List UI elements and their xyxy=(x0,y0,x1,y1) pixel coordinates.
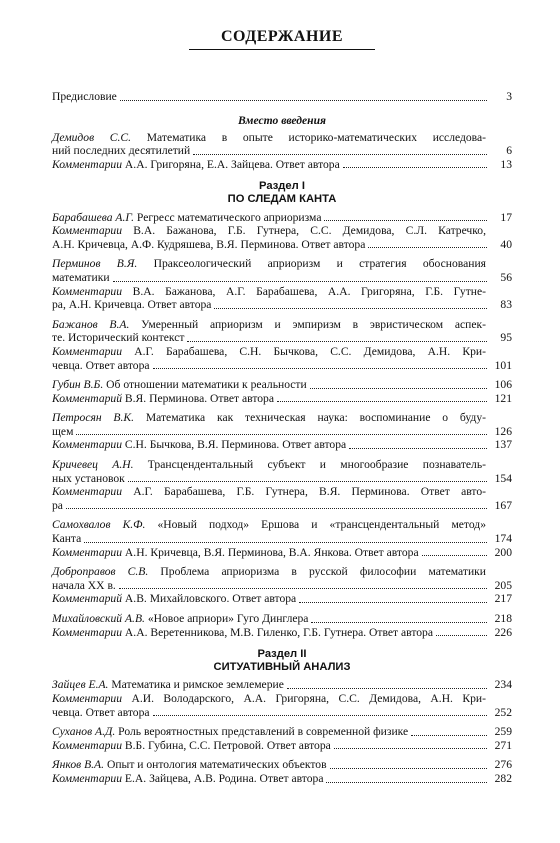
toc-line xyxy=(52,224,512,238)
toc-line-text xyxy=(52,257,512,271)
toc-comment-entry[interactable] xyxy=(52,158,512,172)
toc-entry[interactable] xyxy=(52,411,512,438)
page-title: СОДЕРЖАНИЕ xyxy=(220,28,344,45)
toc-comment-entry[interactable] xyxy=(52,485,512,512)
section1-heading xyxy=(52,180,512,205)
toc-line-text xyxy=(52,425,73,439)
toc-line-text xyxy=(52,579,116,593)
page-number: 252 xyxy=(494,705,512,719)
entry-author: Петросян В.К. xyxy=(52,411,135,425)
page-number: 205 xyxy=(494,578,512,592)
page-number: 40 xyxy=(500,237,512,251)
toc-entry[interactable] xyxy=(52,257,512,284)
entry-author: Зайцев Е.А. xyxy=(52,678,109,692)
entry-title: С.Н. Бычкова, В.Я. Перминова. Ответ автора xyxy=(124,438,347,452)
toc-entry[interactable] xyxy=(52,458,512,485)
toc-line xyxy=(52,158,512,172)
dot-leader xyxy=(187,341,487,342)
toc-comment-entry[interactable] xyxy=(52,392,512,406)
intro-heading xyxy=(52,114,512,127)
toc-comment-entry[interactable] xyxy=(52,739,512,753)
page-number: 200 xyxy=(494,545,512,559)
toc-group xyxy=(52,458,512,512)
page-number: 126 xyxy=(494,424,512,438)
toc-group xyxy=(52,612,512,639)
dot-leader xyxy=(299,602,487,603)
entry-title-cont: ра, А.Н. Кричевца. Ответ автора xyxy=(52,298,212,312)
toc-line-text xyxy=(52,546,419,560)
entry-title: Математика в опыте историко-математических исследова- xyxy=(146,130,486,144)
toc-comment-entry[interactable] xyxy=(52,772,512,786)
entry-title-cont: щем xyxy=(52,424,74,438)
dot-leader xyxy=(84,542,487,543)
entry-title-cont: ра xyxy=(52,498,63,512)
entry-author: Суханов А.Д. xyxy=(52,725,116,739)
page-number: 276 xyxy=(494,758,512,772)
toc-entry[interactable] xyxy=(52,678,512,692)
toc-line xyxy=(52,458,512,472)
toc-entry[interactable] xyxy=(52,318,512,345)
toc-line-text xyxy=(52,211,321,225)
page-number: 3 xyxy=(506,90,512,103)
toc-line xyxy=(52,285,512,299)
entry-title: Праксеологический априоризм и стратегия обоснования xyxy=(153,257,486,271)
toc-line-text xyxy=(52,285,512,299)
toc-line xyxy=(52,532,512,546)
toc-line-text xyxy=(52,626,433,640)
entry-author: Доброправов С.В. xyxy=(52,565,149,579)
comment-label: Комментарии xyxy=(52,771,123,785)
entry-title: А.Г. Барабашева, С.Н. Бычкова, С.С. Демидова, А.Н. Кри- xyxy=(134,344,486,358)
page-number: 174 xyxy=(494,532,512,546)
entry-title: А.А. Веретенникова, М.В. Гиленко, Г.Б. Гутнера. Ответ автора xyxy=(124,625,433,639)
dot-leader xyxy=(214,308,487,309)
toc-group xyxy=(52,758,512,785)
toc-line-text xyxy=(52,411,512,425)
toc-line-text xyxy=(52,472,125,486)
dot-leader xyxy=(153,368,487,369)
entry-title: «Новый подход» Ершова и «трансцендентальный метод» xyxy=(157,518,486,532)
toc-line xyxy=(52,438,512,452)
toc-entry[interactable] xyxy=(52,565,512,592)
toc-group xyxy=(52,318,512,372)
toc-line-text xyxy=(52,725,408,739)
toc-line xyxy=(52,739,512,753)
page-number: 56 xyxy=(500,270,512,284)
toc-line xyxy=(52,592,512,606)
entry-author: Бажанов В.А. xyxy=(52,317,130,331)
toc-line xyxy=(52,378,512,392)
toc-line-text xyxy=(52,518,512,532)
toc-entry[interactable] xyxy=(52,378,512,392)
entry-author: Кричевец А.Н. xyxy=(52,458,134,472)
toc-line-text xyxy=(52,298,211,312)
dot-leader xyxy=(310,388,487,389)
toc-line-text xyxy=(52,438,346,452)
entry-title: В.А. Бажанова, А.Г. Барабашева, А.А. Григоряна, Г.Б. Гутне- xyxy=(132,284,486,298)
entry-author: Перминов В.Я. xyxy=(52,257,138,271)
toc-line xyxy=(52,772,512,786)
toc-group xyxy=(52,257,512,311)
toc-line-text xyxy=(52,612,308,626)
entry-title: Трансцендентальный субъект и многообразие познаватель- xyxy=(147,458,486,472)
dot-leader xyxy=(343,167,487,168)
toc-body xyxy=(52,90,512,786)
toc-group xyxy=(52,678,512,719)
entry-title-cont: Канта xyxy=(52,532,82,546)
toc-line xyxy=(52,131,512,145)
dot-leader xyxy=(368,247,487,248)
page-number: 218 xyxy=(494,612,512,625)
entry-title-cont: чевца. Ответ автора xyxy=(52,705,150,719)
toc-line xyxy=(52,144,512,158)
toc-line xyxy=(52,565,512,579)
entry-title: А.Г. Барабашева, Г.Б. Гутнера, В.Я. Перминова. Ответ авто- xyxy=(133,485,486,499)
page-number: 167 xyxy=(494,498,512,512)
toc-line xyxy=(52,692,512,706)
entry-title: А.И. Володарского, А.А. Григоряна, С.С. Демидова, А.Н. Кри- xyxy=(131,691,486,705)
toc-line xyxy=(52,359,512,373)
page-number: 271 xyxy=(494,738,512,752)
comment-label: Комментарии xyxy=(52,485,123,499)
toc-line xyxy=(52,725,512,739)
toc-comment-entry[interactable] xyxy=(52,546,512,560)
entry-title: Проблема априоризма в русской философии математики xyxy=(160,565,486,579)
page-number: 83 xyxy=(500,298,512,312)
toc-line xyxy=(52,472,512,486)
dot-leader xyxy=(422,555,487,556)
page-number: 101 xyxy=(494,358,512,372)
toc-line-text xyxy=(52,499,63,513)
toc-group xyxy=(52,411,512,452)
toc-line-text xyxy=(52,224,512,238)
toc-line xyxy=(52,331,512,345)
section-name: ПО СЛЕДАМ КАНТА xyxy=(227,192,337,205)
dot-leader xyxy=(334,748,487,749)
toc-line-text xyxy=(52,158,340,172)
entry-title: Регресс математического априоризма xyxy=(136,210,322,224)
toc-entry[interactable] xyxy=(52,211,512,225)
toc-line-text xyxy=(52,238,365,252)
toc-group xyxy=(52,211,512,252)
entry-title-cont: те. Исторический контекст xyxy=(52,331,185,345)
toc-line-text xyxy=(52,131,512,145)
toc-group xyxy=(52,131,512,172)
toc-entry[interactable] xyxy=(52,612,512,626)
toc-line-text xyxy=(52,90,117,104)
dot-leader xyxy=(120,100,487,101)
toc-line xyxy=(52,271,512,285)
toc-entry-preface[interactable] xyxy=(52,90,512,104)
page-number: 226 xyxy=(494,625,512,639)
toc-entry[interactable] xyxy=(52,725,512,739)
dot-leader xyxy=(349,448,487,449)
toc-line xyxy=(52,546,512,560)
entry-title: В.Б. Губина, С.С. Петровой. Ответ автора xyxy=(124,738,331,752)
toc-line xyxy=(52,318,512,332)
toc-line-text xyxy=(52,678,284,692)
toc-line-text xyxy=(52,392,274,406)
toc-line xyxy=(52,425,512,439)
entry-title-cont: А.Н. Кричевца, А.Ф. Кудряшева, В.Я. Перминова. Ответ автора xyxy=(52,237,366,251)
entry-title: Роль вероятностных представлений в современной физике xyxy=(118,725,409,739)
toc-line-text xyxy=(52,318,512,332)
page-number: 137 xyxy=(494,438,512,452)
toc-line xyxy=(52,298,512,312)
toc-line xyxy=(52,238,512,252)
comment-label: Комментарии xyxy=(52,284,123,298)
dot-leader xyxy=(66,508,487,509)
toc-comment-entry[interactable] xyxy=(52,592,512,606)
dot-leader xyxy=(153,715,487,716)
toc-line xyxy=(52,518,512,532)
page-number: 217 xyxy=(494,592,512,606)
entry-title: Математика и римское землемерие xyxy=(111,678,284,692)
toc-line-text xyxy=(52,458,512,472)
comment-label: Комментарии xyxy=(52,438,123,452)
toc-line-text xyxy=(52,706,150,720)
toc-line xyxy=(52,392,512,406)
comment-label: Комментарии xyxy=(52,344,123,358)
entry-author: Самохвалов К.Ф. xyxy=(52,518,146,532)
dot-leader xyxy=(330,768,487,769)
dot-leader xyxy=(193,154,487,155)
toc-line-text xyxy=(52,772,323,786)
toc-line xyxy=(52,612,512,626)
toc-line xyxy=(52,485,512,499)
dot-leader xyxy=(436,635,487,636)
toc-entry[interactable] xyxy=(52,758,512,772)
toc-line xyxy=(52,90,512,104)
dot-leader xyxy=(128,481,487,482)
dot-leader xyxy=(76,434,487,435)
entry-title: А.Н. Кричевца, В.Я. Перминова, В.А. Янкова. Ответ автора xyxy=(124,545,419,559)
entry-author: Губин В.Б. xyxy=(52,378,104,392)
toc-line-text xyxy=(52,692,512,706)
toc-comment-entry[interactable] xyxy=(52,626,512,640)
page-number: 121 xyxy=(494,391,512,405)
comment-label: Комментарии xyxy=(52,545,123,559)
entry-title: В.А. Бажанова, Г.Б. Гутнера, С.С. Демидова, С.Л. Катречко, xyxy=(133,224,486,238)
entry-title-cont: ний последних десятилетий xyxy=(52,144,191,158)
toc-line xyxy=(52,678,512,692)
toc-group xyxy=(52,378,512,405)
entry-title-cont: начала XX в. xyxy=(52,578,116,592)
toc-line xyxy=(52,499,512,513)
toc-comment-entry[interactable] xyxy=(52,438,512,452)
comment-label: Комментарий xyxy=(52,592,123,606)
title-underline xyxy=(189,49,375,50)
section-name: СИТУАТИВНЫЙ АНАЛИЗ xyxy=(213,660,351,673)
dot-leader xyxy=(287,688,487,689)
comment-label: Комментарии xyxy=(52,157,123,171)
toc-comment-entry[interactable] xyxy=(52,692,512,719)
comment-label: Комментарии xyxy=(52,691,123,705)
section-label: Раздел I xyxy=(259,180,305,193)
entry-title: В.Я. Перминова. Ответ автора xyxy=(124,391,274,405)
toc-comment-entry[interactable] xyxy=(52,224,512,251)
entry-title-cont: математики xyxy=(52,270,110,284)
entry-title: Предисловие xyxy=(52,90,117,103)
toc-group xyxy=(52,725,512,752)
toc-line xyxy=(52,626,512,640)
entry-title-cont: чевца. Ответ автора xyxy=(52,358,150,372)
comment-label: Комментарий xyxy=(52,391,123,405)
dot-leader xyxy=(411,735,487,736)
entry-title: Об отношении математики к реальности xyxy=(106,378,307,392)
comment-label: Комментарии xyxy=(52,738,123,752)
entry-title: Опыт и онтология математических объектов xyxy=(106,758,327,772)
comment-label: Комментарии xyxy=(52,224,123,238)
toc-line-text xyxy=(52,758,327,772)
toc-line xyxy=(52,345,512,359)
entry-author: Янков В.А. xyxy=(52,758,105,772)
toc-line xyxy=(52,211,512,225)
page-number: 154 xyxy=(494,471,512,485)
page-number: 17 xyxy=(500,210,512,224)
toc-line-text xyxy=(52,331,184,345)
page-number: 106 xyxy=(494,378,512,392)
section2-heading xyxy=(52,648,512,673)
toc-line xyxy=(52,579,512,593)
toc-line-text xyxy=(52,485,512,499)
entry-title: Е.А. Зайцева, А.В. Родина. Ответ автора xyxy=(124,771,324,785)
toc-line-text xyxy=(52,739,331,753)
entry-author: Михайловский А.В. xyxy=(52,612,145,625)
comment-label: Комментарии xyxy=(52,625,123,639)
dot-leader xyxy=(277,401,487,402)
toc-comment-entry[interactable] xyxy=(52,345,512,372)
dot-leader xyxy=(311,622,487,623)
toc-line xyxy=(52,257,512,271)
page-number: 95 xyxy=(500,331,512,345)
dot-leader xyxy=(326,782,487,783)
entry-title: А.А. Григоряна, Е.А. Зайцева. Ответ автора xyxy=(124,157,340,171)
toc-line-text xyxy=(52,359,150,373)
toc-line-text xyxy=(52,345,512,359)
toc-line xyxy=(52,758,512,772)
entry-author: Барабашева А.Г. xyxy=(52,210,135,224)
toc-line-text xyxy=(52,271,110,285)
toc-line xyxy=(52,706,512,720)
entry-title-cont: ных установок xyxy=(52,471,125,485)
toc-group xyxy=(52,518,512,559)
toc-entry[interactable] xyxy=(52,131,512,158)
section-label: Раздел II xyxy=(257,648,307,661)
page-number: 282 xyxy=(494,771,512,785)
toc-group xyxy=(52,565,512,606)
page-number: 234 xyxy=(494,678,512,692)
dot-leader xyxy=(119,588,487,589)
section-heading-intro: Вместо введения xyxy=(237,113,327,127)
toc-line-text xyxy=(52,144,190,158)
toc-comment-entry[interactable] xyxy=(52,285,512,312)
entry-title: Умеренный априоризм и эмпиризм в эвристическом аспек- xyxy=(141,317,486,331)
toc-line-text xyxy=(52,565,512,579)
entry-author: Демидов С.С. xyxy=(52,130,132,144)
entry-title: А.В. Михайловского. Ответ автора xyxy=(124,592,297,606)
page-number: 6 xyxy=(506,144,512,158)
page-number: 13 xyxy=(500,157,512,171)
dot-leader xyxy=(113,281,487,282)
page-number: 259 xyxy=(494,725,512,739)
toc-line-text xyxy=(52,378,307,392)
entry-title: Математика как техническая наука: воспоминание о буду- xyxy=(145,411,486,425)
toc-line-text xyxy=(52,532,81,546)
toc-line-text xyxy=(52,592,296,606)
dot-leader xyxy=(324,220,487,221)
toc-line xyxy=(52,411,512,425)
toc-entry[interactable] xyxy=(52,518,512,545)
contents-page xyxy=(52,28,512,786)
entry-title: «Новое априори» Гуго Динглера xyxy=(147,612,309,625)
